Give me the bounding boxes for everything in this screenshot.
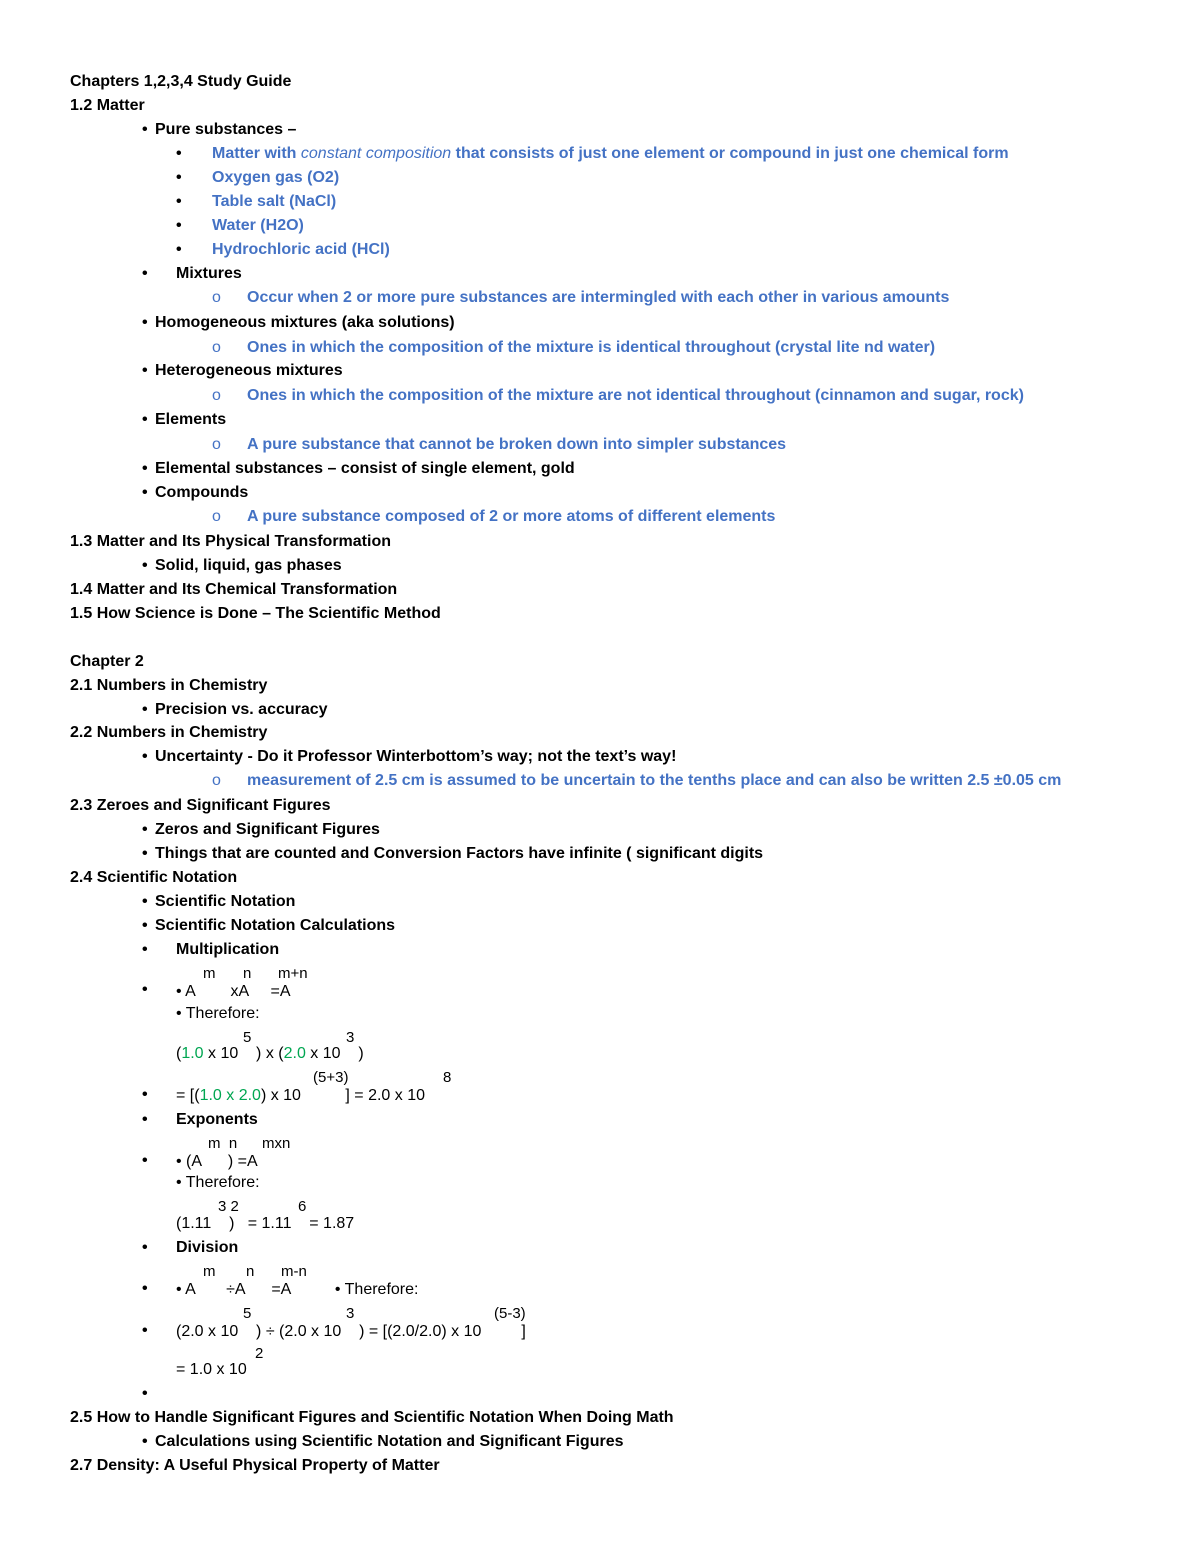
- multiplication-therefore: • Therefore:: [176, 1005, 260, 1022]
- heterogeneous-item: Heterogeneous mixtures: [155, 362, 343, 379]
- exponent-5: 5: [243, 1029, 252, 1046]
- bullet-dot: •: [142, 1239, 148, 1256]
- mixtures-definition: Occur when 2 or more pure substances are intermingled with each other in various amounts: [247, 289, 950, 306]
- uncertainty-item: Uncertainty - Do it Professor Winterbottom’s way; not the text’s way!: [155, 748, 677, 765]
- bullet-dot: •: [176, 193, 182, 210]
- counted-things-item: Things that are counted and Conversion Factors have infinite ( significant digits: [155, 845, 764, 862]
- exponent-6: 6: [298, 1198, 307, 1215]
- bullet-dot: •: [142, 121, 148, 138]
- circle-bullet: o: [212, 508, 221, 525]
- circle-bullet: o: [212, 289, 221, 306]
- scientific-notation-item: Scientific Notation: [155, 893, 296, 910]
- phases-item: Solid, liquid, gas phases: [155, 557, 342, 574]
- exponent-5-minus-3: (5-3): [494, 1305, 526, 1322]
- calculations-item: Calculations using Scientific Notation and Significant Figures: [155, 1433, 624, 1450]
- bullet-dot: •: [142, 941, 148, 958]
- section-2-7-heading: 2.7 Density: A Useful Physical Property of Matter: [70, 1457, 440, 1474]
- bullet-dot: •: [142, 484, 148, 501]
- multiplication-result: = [(1.0 x 2.0) x 10 ] = 2.0 x 10: [176, 1087, 426, 1104]
- bullet-dot: •: [142, 265, 148, 282]
- multiplication-rule: • A xA =A: [176, 983, 291, 1000]
- bullet-dot: •: [142, 917, 148, 934]
- elemental-substances-item: Elemental substances – consist of single element, gold: [155, 460, 575, 477]
- exponent-m-plus-n: m+n: [278, 965, 308, 982]
- example-hcl: Hydrochloric acid (HCl): [212, 241, 390, 258]
- circle-bullet: o: [212, 772, 221, 789]
- compounds-definition: A pure substance composed of 2 or more atoms of different elements: [247, 508, 776, 525]
- therefore-label: Therefore:: [185, 1005, 260, 1022]
- definition-part: Matter with: [212, 145, 301, 162]
- section-2-3-heading: 2.3 Zeroes and Significant Figures: [70, 797, 331, 814]
- example-table-salt: Table salt (NaCl): [212, 193, 337, 210]
- scientific-notation-calculations-item: Scientific Notation Calculations: [155, 917, 396, 934]
- exponent-n: n: [246, 1263, 255, 1280]
- bullet-dot: •: [142, 845, 148, 862]
- bullet-dot: •: [142, 1280, 148, 1297]
- exponent-3: 3: [346, 1029, 355, 1046]
- therefore-label: Therefore:: [344, 1281, 419, 1298]
- exponent-m: m: [203, 1263, 216, 1280]
- division-rule: • A ÷A =A • Therefore:: [176, 1281, 419, 1298]
- therefore-label: Therefore:: [185, 1174, 260, 1191]
- bullet-dot: •: [142, 1385, 148, 1402]
- section-1-2-heading: 1.2 Matter: [70, 97, 145, 114]
- exponents-example: (1.11 ) = 1.11 = 1.87: [176, 1215, 355, 1232]
- homogeneous-item: Homogeneous mixtures (aka solutions): [155, 314, 455, 331]
- bullet-dot: •: [176, 241, 182, 258]
- definition-emphasis: constant composition: [300, 145, 452, 162]
- exponents-item: Exponents: [176, 1111, 258, 1128]
- section-1-5-heading: 1.5 How Science is Done – The Scientific Method: [70, 605, 441, 622]
- bullet-dot: •: [142, 557, 148, 574]
- exponent-m-minus-n: m-n: [281, 1263, 307, 1280]
- bullet-dot: •: [142, 411, 148, 428]
- exponent-m-n: m n: [208, 1135, 238, 1152]
- division-result: = 1.0 x 10: [176, 1361, 247, 1378]
- bullet-dot: •: [142, 314, 148, 331]
- example-oxygen: Oxygen gas (O2): [212, 169, 340, 186]
- document-title: Chapters 1,2,3,4 Study Guide: [70, 73, 292, 90]
- elements-definition: A pure substance that cannot be broken down into simpler substances: [247, 436, 787, 453]
- section-2-4-heading: 2.4 Scientific Notation: [70, 869, 238, 886]
- example-water: Water (H2O): [212, 217, 304, 234]
- bullet-dot: •: [142, 981, 148, 998]
- exponent-3-2: 3 2: [218, 1198, 239, 1215]
- exponent-8: 8: [443, 1069, 452, 1086]
- bullet-dot: •: [142, 821, 148, 838]
- exponent-2: 2: [255, 1345, 264, 1362]
- compounds-item: Compounds: [155, 484, 249, 501]
- exponent-mxn: mxn: [262, 1135, 291, 1152]
- bullet-dot: •: [142, 701, 148, 718]
- section-1-4-heading: 1.4 Matter and Its Chemical Transformation: [70, 581, 398, 598]
- precision-item: Precision vs. accuracy: [155, 701, 328, 718]
- exponent-n: n: [243, 965, 252, 982]
- exponents-rule: • (A ) =A: [176, 1153, 258, 1170]
- section-2-1-heading: 2.1 Numbers in Chemistry: [70, 677, 268, 694]
- division-example: (2.0 x 10 ) ÷ (2.0 x 10 ) = [(2.0/2.0) x 10 ]: [176, 1323, 526, 1340]
- heterogeneous-definition: Ones in which the composition of the mixture are not identical throughout (cinnamon and sugar, rock): [247, 387, 1024, 404]
- bullet-dot: •: [142, 1322, 148, 1339]
- bullet-dot: •: [142, 893, 148, 910]
- bullet-dot: •: [142, 1111, 148, 1128]
- exponent-5-plus-3: (5+3): [313, 1069, 349, 1086]
- bullet-dot: •: [142, 1152, 148, 1169]
- exponent-5: 5: [243, 1305, 252, 1322]
- chapter-2-heading: Chapter 2: [70, 653, 144, 670]
- homogeneous-definition: Ones in which the composition of the mixture is identical throughout (crystal lite nd water): [247, 339, 936, 356]
- division-item: Division: [176, 1239, 239, 1256]
- circle-bullet: o: [212, 387, 221, 404]
- circle-bullet: o: [212, 436, 221, 453]
- multiplication-item: Multiplication: [176, 941, 280, 958]
- mixtures-item: Mixtures: [176, 265, 242, 282]
- bullet-dot: •: [142, 748, 148, 765]
- circle-bullet: o: [212, 339, 221, 356]
- section-2-2-heading: 2.2 Numbers in Chemistry: [70, 724, 268, 741]
- bullet-dot: •: [142, 362, 148, 379]
- uncertainty-definition: measurement of 2.5 cm is assumed to be uncertain to the tenths place and can also be written 2.5 ±0.05 cm: [247, 772, 1062, 789]
- section-2-5-heading: 2.5 How to Handle Significant Figures and Scientific Notation When Doing Math: [70, 1409, 674, 1426]
- bullet-dot: •: [176, 217, 182, 234]
- pure-substances-definition: [212, 144, 1009, 164]
- exponents-therefore: • Therefore:: [176, 1174, 260, 1191]
- definition-part: that consists of just one element or compound in just one chemical form: [451, 145, 1009, 162]
- bullet-dot: •: [142, 1086, 148, 1103]
- exponent-m: m: [203, 965, 216, 982]
- bullet-dot: •: [142, 460, 148, 477]
- multiplication-example: (1.0 x 10 ) x (2.0 x 10 ): [176, 1045, 364, 1062]
- zeros-item: Zeros and Significant Figures: [155, 821, 380, 838]
- section-1-3-heading: 1.3 Matter and Its Physical Transformation: [70, 533, 391, 550]
- bullet-dot: •: [176, 145, 182, 162]
- exponent-3: 3: [346, 1305, 355, 1322]
- bullet-dot: •: [142, 1433, 148, 1450]
- pure-substances-item: Pure substances –: [155, 121, 297, 138]
- bullet-dot: •: [176, 169, 182, 186]
- elements-item: Elements: [155, 411, 227, 428]
